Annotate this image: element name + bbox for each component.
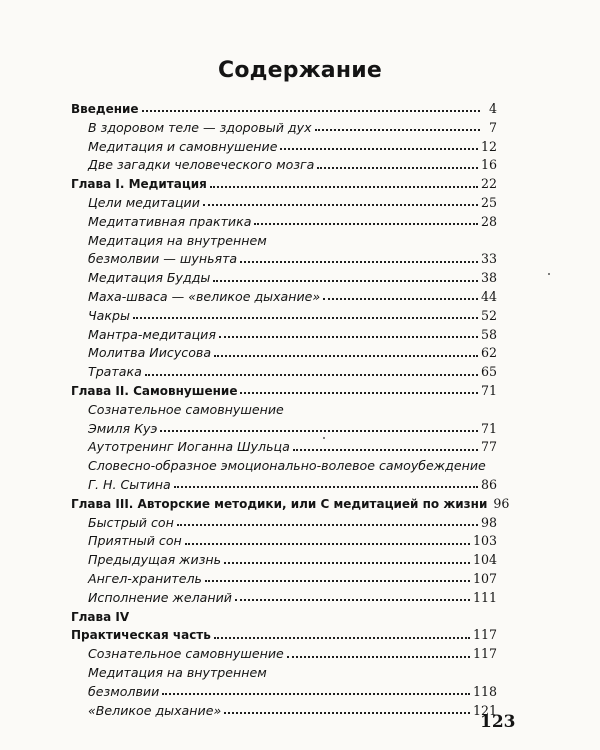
toc-page-number: 38 xyxy=(480,270,497,286)
dot-leader xyxy=(254,221,478,225)
toc-entry-title: Две загадки человеческого мозга xyxy=(88,157,315,173)
toc-entry-row[interactable] xyxy=(71,307,497,326)
toc-page-number: 65 xyxy=(480,364,497,380)
toc-entry-title: безмолвии — шуньята xyxy=(88,251,238,267)
toc-entry-row[interactable] xyxy=(71,457,497,476)
toc-entry-row[interactable] xyxy=(71,589,497,608)
toc-entry-row[interactable] xyxy=(71,514,497,533)
dot-leader xyxy=(235,597,470,601)
toc-entry-row[interactable] xyxy=(71,213,497,232)
toc-chapter-row[interactable] xyxy=(71,608,497,627)
toc-entry-title: Цели медитации xyxy=(88,194,200,210)
dot-leader xyxy=(205,578,470,582)
toc-page-number: 121 xyxy=(472,702,497,718)
toc-page-number: 71 xyxy=(480,420,497,436)
dot-leader xyxy=(210,184,478,188)
toc-entry-row[interactable] xyxy=(71,250,497,269)
toc-page-number: 25 xyxy=(480,194,497,210)
page-number: 123 xyxy=(480,712,516,732)
dot-leader xyxy=(293,447,478,451)
toc-entry-row[interactable] xyxy=(71,551,497,570)
toc-entry-title: Словесно-образное эмоционально-волевое самоубеждение xyxy=(88,458,486,474)
toc-page-number: 22 xyxy=(480,176,497,192)
dot-leader xyxy=(145,372,478,376)
toc-entry-title: безмолвии xyxy=(88,683,160,699)
dot-leader xyxy=(174,484,478,488)
toc-entry-row[interactable] xyxy=(71,138,497,157)
toc-page-number: 77 xyxy=(480,439,497,455)
toc-entry-title: В здоровом теле — здоровый дух xyxy=(88,119,312,135)
toc-entry-row[interactable] xyxy=(71,683,497,702)
dot-leader xyxy=(240,259,478,263)
toc-page-number: 33 xyxy=(480,251,497,267)
toc-entry-title: Сознательное самовнушение xyxy=(88,646,284,662)
page-title: Содержание xyxy=(218,58,382,83)
toc-chapter-row[interactable] xyxy=(71,175,497,194)
dot-leader xyxy=(280,146,477,150)
toc-page-number: 107 xyxy=(472,570,497,586)
dot-leader xyxy=(240,390,478,394)
dot-leader xyxy=(323,296,478,300)
toc-chapter-row[interactable] xyxy=(71,382,497,401)
toc-page-number: 44 xyxy=(480,288,497,304)
dot-leader xyxy=(287,654,470,658)
toc-entry-title: Глава II. Самовнушение xyxy=(71,383,238,398)
dot-leader xyxy=(315,127,480,131)
dot-leader xyxy=(160,428,478,432)
toc-entry-title: Исполнение желаний xyxy=(88,589,232,605)
dot-leader xyxy=(142,108,480,112)
dot-leader xyxy=(162,691,470,695)
toc-entry-title: «Великое дыхание» xyxy=(88,702,222,718)
toc-entry-title: Глава I. Медитация xyxy=(71,177,207,192)
toc-page-number: 117 xyxy=(472,646,497,662)
toc-entry-title: Медитация Будды xyxy=(88,270,211,286)
toc-page-number: 16 xyxy=(480,157,497,173)
toc-entry-title: Быстрый сон xyxy=(88,514,174,530)
toc-page-number: 118 xyxy=(472,683,497,699)
toc-page-number: 98 xyxy=(480,514,497,530)
dot-leader xyxy=(213,278,478,282)
toc-entry-title: Эмиля Куэ xyxy=(88,420,158,436)
toc-page-number: 86 xyxy=(480,476,497,492)
dot-leader xyxy=(214,353,478,357)
toc-entry-row[interactable] xyxy=(71,344,497,363)
dot-leader xyxy=(185,541,470,545)
toc-entry-title: Медитация на внутреннем xyxy=(88,232,267,248)
toc-page-number: 28 xyxy=(480,213,497,229)
toc-entry-title: Глава IV xyxy=(71,609,130,624)
toc-entry-title: Сознательное самовнушение xyxy=(88,401,284,417)
toc-entry-row[interactable] xyxy=(71,532,497,551)
toc-entry-title: Ангел-хранитель xyxy=(88,570,202,586)
toc-entry-row[interactable] xyxy=(71,269,497,288)
toc-entry-row[interactable] xyxy=(71,194,497,213)
print-speck xyxy=(548,273,550,275)
toc-entry-title: Медитация и самовнушение xyxy=(88,138,278,154)
toc-entry-row[interactable] xyxy=(71,156,497,175)
toc-page-number: 104 xyxy=(472,552,497,568)
toc-chapter-row[interactable] xyxy=(71,626,497,645)
toc-entry-title: Тратака xyxy=(88,364,142,380)
dot-leader xyxy=(219,334,478,338)
toc-page-number: 58 xyxy=(480,326,497,342)
toc-page-number: 4 xyxy=(488,101,497,116)
dot-leader xyxy=(133,315,478,319)
toc-entry-title: Практическая часть xyxy=(71,628,211,643)
toc-entry-title: Медитация на внутреннем xyxy=(88,664,267,680)
toc-entry-title: Молитва Иисусова xyxy=(88,345,212,361)
dot-leader xyxy=(177,522,478,526)
toc-entry-row[interactable] xyxy=(71,288,497,307)
toc-page-number: 12 xyxy=(480,138,497,154)
toc-entry-row[interactable] xyxy=(71,702,497,721)
toc-entry-title: Глава III. Авторские методики, или С медитацией по жизни xyxy=(71,496,488,511)
dot-leader xyxy=(317,165,478,169)
toc-entry-row[interactable] xyxy=(71,232,497,251)
table-of-contents xyxy=(71,100,510,720)
toc-entry-title: Аутотренинг Иоганна Шульца xyxy=(88,439,290,455)
toc-page-number: 52 xyxy=(480,307,497,323)
toc-entry-row[interactable] xyxy=(71,664,497,683)
toc-chapter-row[interactable] xyxy=(71,495,510,514)
toc-entry-row[interactable] xyxy=(71,420,497,439)
dot-leader xyxy=(214,635,470,639)
toc-entry-row[interactable] xyxy=(71,645,497,664)
toc-page-number: 103 xyxy=(472,533,497,549)
toc-entry-title: Приятный сон xyxy=(88,533,182,549)
toc-entry-row[interactable] xyxy=(71,363,497,382)
toc-entry-title: Г. Н. Сытина xyxy=(88,476,171,492)
toc-page-number: 71 xyxy=(480,382,497,398)
toc-page-number: 111 xyxy=(472,589,497,605)
toc-entry-row[interactable] xyxy=(71,476,497,495)
dot-leader xyxy=(203,202,478,206)
toc-entry-row[interactable] xyxy=(71,326,497,345)
print-speck xyxy=(323,437,325,439)
toc-entry-row[interactable] xyxy=(71,401,497,420)
dot-leader xyxy=(224,560,470,564)
dot-leader xyxy=(224,710,470,714)
toc-entry-title: Введение xyxy=(71,102,139,116)
toc-entry-title: Чакры xyxy=(88,307,130,323)
toc-entry-row[interactable] xyxy=(71,119,497,138)
toc-page-number: 96 xyxy=(493,495,510,511)
toc-entry-title: Мантра-медитация xyxy=(88,326,216,342)
toc-page-number: 7 xyxy=(488,119,497,135)
toc-entry-title: Маха-швaса — «великое дыхание» xyxy=(88,288,321,304)
toc-page-number: 62 xyxy=(480,345,497,361)
toc-entry-row[interactable] xyxy=(71,438,497,457)
toc-entry-title: Медитативная практика xyxy=(88,213,252,229)
toc-entry-row[interactable] xyxy=(71,570,497,589)
toc-entry-title: Предыдущая жизнь xyxy=(88,552,222,568)
toc-chapter-row[interactable] xyxy=(71,100,497,119)
toc-page-number: 117 xyxy=(472,627,497,643)
